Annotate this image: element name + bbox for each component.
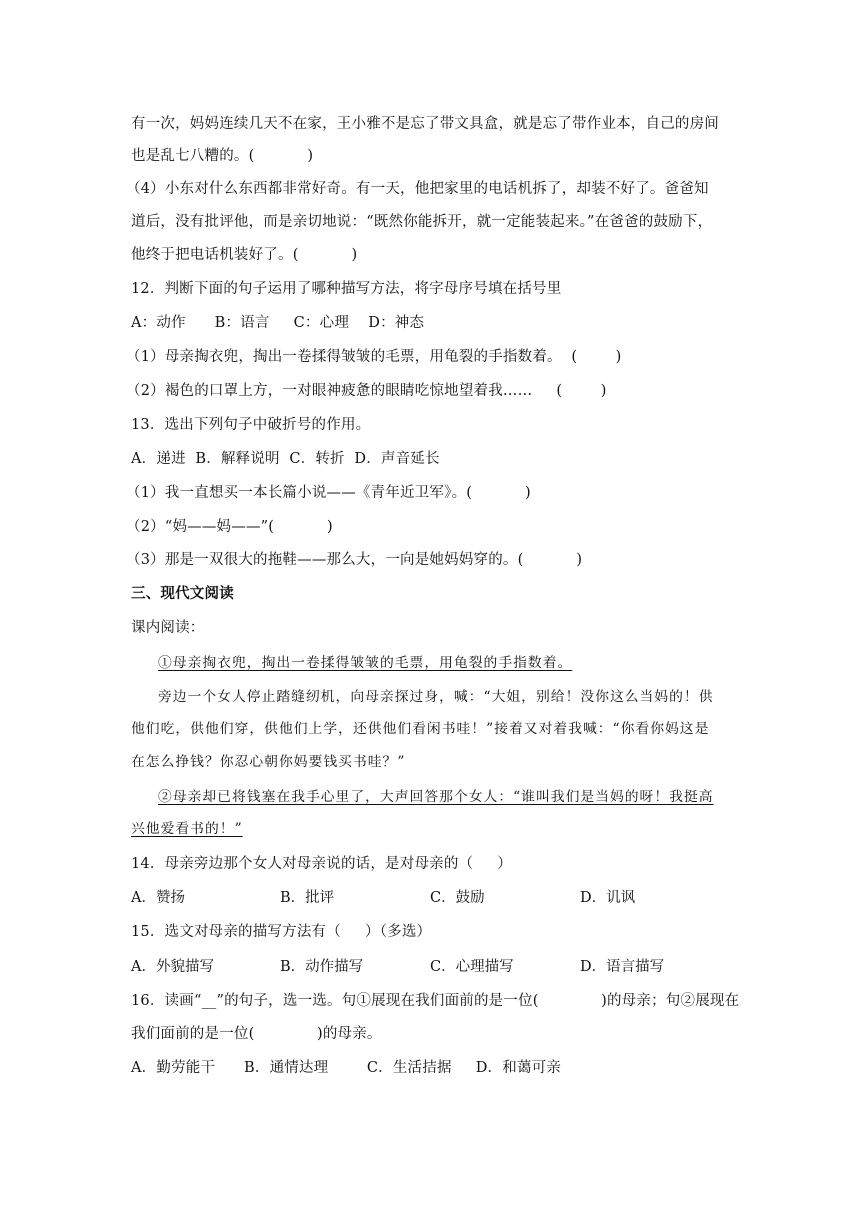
question-12: 12．判断下面的句子运用了哪种描写方法，将字母序号填在括号里 [131,281,562,297]
question-15: 15．选文对母亲的描写方法有（ ）（多选） [131,924,432,940]
question-13-sentence-2: （2）“妈——妈——”( ) [126,519,333,535]
question-13-sentence-3: （3）那是一双很大的拖鞋——那么大，一向是她妈妈穿的。( ) [126,552,583,568]
question-14: 14．母亲旁边那个女人对母亲说的话，是对母亲的（ ） [131,856,512,872]
reading-intro: 课内阅读： [131,620,205,636]
passage-sentence-1: ①母亲掏衣兜，掏出一卷揉得皱皱的毛票，用龟裂的手指数着。 [158,655,573,671]
option-a: A．外貌描写 [131,959,214,975]
question-13: 13．选出下列句子中破折号的作用。 [131,417,371,433]
question-12-sentence-1: （1）母亲掏衣兜，掏出一卷揉得皱皱的毛票，用龟裂的手指数着。 ( ) [126,349,622,365]
passage-line: 在怎么挣钱？你忍心朝你妈要钱买书哇？” [131,754,406,770]
passage-line: 兴他爱看书的！” [131,821,243,837]
text-line: 他终于把电话机装好了。( ) [131,247,358,263]
question-12-sentence-2: （2）褐色的口罩上方，一对眼神疲惫的眼睛吃惊地望着我…… ( ) [126,383,607,399]
option-b: B．动作描写 [280,959,364,975]
question-13-sentence-1: （1）我一直想买一本长篇小说——《青年近卫军》。( ) [126,485,531,501]
option-b: B．批评 [280,890,335,906]
option-d: D．讥讽 [580,890,636,906]
option-c: C．鼓励 [430,890,485,906]
passage-text: 大声回答那个女人：“谁叫我们是当妈的呀！我挺高 [379,789,714,805]
text-line: 也是乱七八糟的。( ) [131,148,314,164]
option-d: D．语言描写 [580,959,665,975]
passage-line: 旁边一个女人停止踏缝纫机，向母亲探过身，喊：“大姐，别给！没你这么当妈的！供 [158,689,714,705]
question-16-options: A．勤劳能干 B．通情达理 C．生活拮据 D．和蔼可亲 [131,1060,562,1076]
question-16: 16．读画“__”的句子，选一选。句①展现在我们面前的是一位( )的母亲；句②展现在 [131,993,740,1009]
passage-sentence-2 [158,787,714,807]
passage-line: 他们吃，供他们穿，供他们上学，还供他们看闲书哇！”接着又对着我喊：“你看你妈这是 [131,721,710,737]
question-16-cont: 我们面前的是一位( )的母亲。 [131,1026,382,1042]
question-13-options: A．递进 B．解释说明 C．转折 D．声音延长 [131,451,440,467]
option-a: A．赞扬 [131,890,185,906]
text-line: （4）小东对什么东西都非常好奇。有一天，他把家里的电话机拆了，却装不好了。爸爸知 [126,181,709,197]
text-line: 道后，没有批评他，而是亲切地说：“既然你能拆开，就一定能装起来。”在爸爸的鼓励下， [131,214,713,230]
option-c: C．心理描写 [430,959,514,975]
question-12-options: A：动作 B：语言 C：心理 D：神态 [131,315,425,331]
text-line: 有一次，妈妈连续几天不在家，王小雅不是忘了带文具盒，就是忘了带作业本，自己的房间 [131,116,719,132]
underlined-sentence-2: ②母亲却已将钱塞在我手心里了， [158,789,380,805]
section-heading: 三、现代文阅读 [131,586,234,602]
